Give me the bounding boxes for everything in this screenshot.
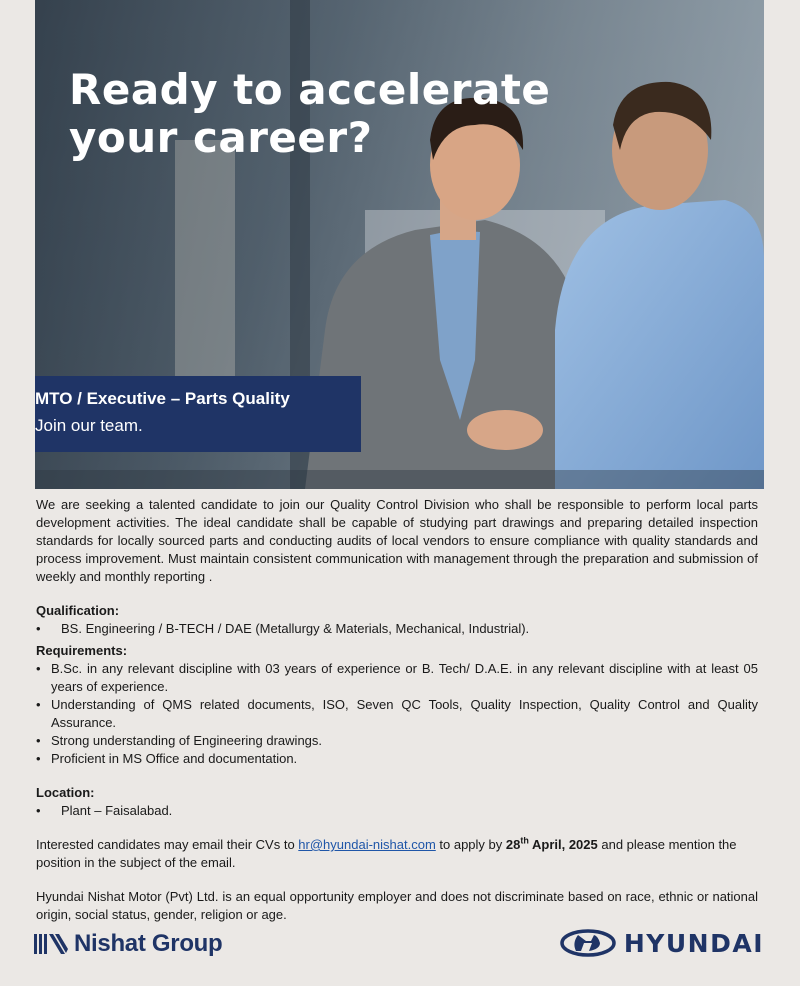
- requirement-item: • Proficient in MS Office and documentation.: [36, 750, 758, 768]
- headline-line-1: Ready to accelerate: [69, 65, 551, 114]
- qualification-item: • BS. Engineering / B-TECH / DAE (Metallurgy & Materials, Mechanical, Industrial).: [36, 620, 758, 638]
- eeo-statement: Hyundai Nishat Motor (Pvt) Ltd. is an equal opportunity employer and does not discriminate based on race, ethnic or national origin, social status, gender, religion or age.: [36, 889, 758, 922]
- job-banner: [35, 376, 361, 452]
- apply-text-before: Interested candidates may email their CVs to: [36, 837, 299, 852]
- requirement-item: • B.Sc. in any relevant discipline with 03 years of experience or B. Tech/ D.A.E. in any relevant discipline with at least 05 years of experience.: [36, 660, 758, 696]
- nishat-logo-icon: [34, 933, 68, 955]
- headline-line-2: your career?: [69, 113, 373, 162]
- nishat-group-logo: [34, 929, 222, 959]
- apply-text-middle: to apply by: [435, 837, 506, 852]
- requirements-title: Requirements:: [36, 643, 128, 658]
- hyundai-name: HYUNDAI: [623, 928, 764, 958]
- nishat-group-name: Nishat Group: [74, 930, 223, 957]
- location-item: • Plant – Faisalabad.: [36, 802, 758, 820]
- qualification-title: Qualification:: [36, 603, 120, 618]
- hyundai-logo-icon: [560, 929, 616, 957]
- email-link[interactable]: hr@hyundai-nishat.com: [298, 837, 436, 852]
- requirements-list: [36, 660, 758, 768]
- requirement-item: • Strong understanding of Engineering drawings.: [36, 732, 758, 750]
- location-title: Location:: [36, 785, 95, 800]
- deadline-date: 28th April, 2025: [505, 835, 598, 852]
- requirement-item: • Understanding of QMS related documents, ISO, Seven QC Tools, Quality Inspection, Quality Control and Quality Assurance.: [36, 696, 758, 732]
- hyundai-logo: [560, 928, 764, 958]
- join-our-team: Join our team.: [35, 416, 143, 435]
- apply-text-after: and please mention the position in the subject of the email.: [36, 837, 737, 870]
- intro-paragraph: We are seeking a talented candidate to join our Quality Control Division who shall be responsible to perform local parts development activities. The ideal candidate shall be capable of studying part drawings and preparing detailed inspection standards for locally sourced parts and conducting audits of local vendors to ensure compliance with quality standards and process improvement. Must maintain consistent communication with management through the preparation and submission of weekly and monthly reporting .: [36, 497, 758, 584]
- apply-paragraph: [36, 836, 758, 872]
- qualification-list: [36, 620, 758, 638]
- location-list: [36, 802, 758, 820]
- headline: [69, 66, 550, 162]
- job-title: MTO / Executive – Parts Quality: [35, 389, 290, 408]
- footer-logos: [0, 926, 800, 962]
- job-description: [36, 496, 758, 924]
